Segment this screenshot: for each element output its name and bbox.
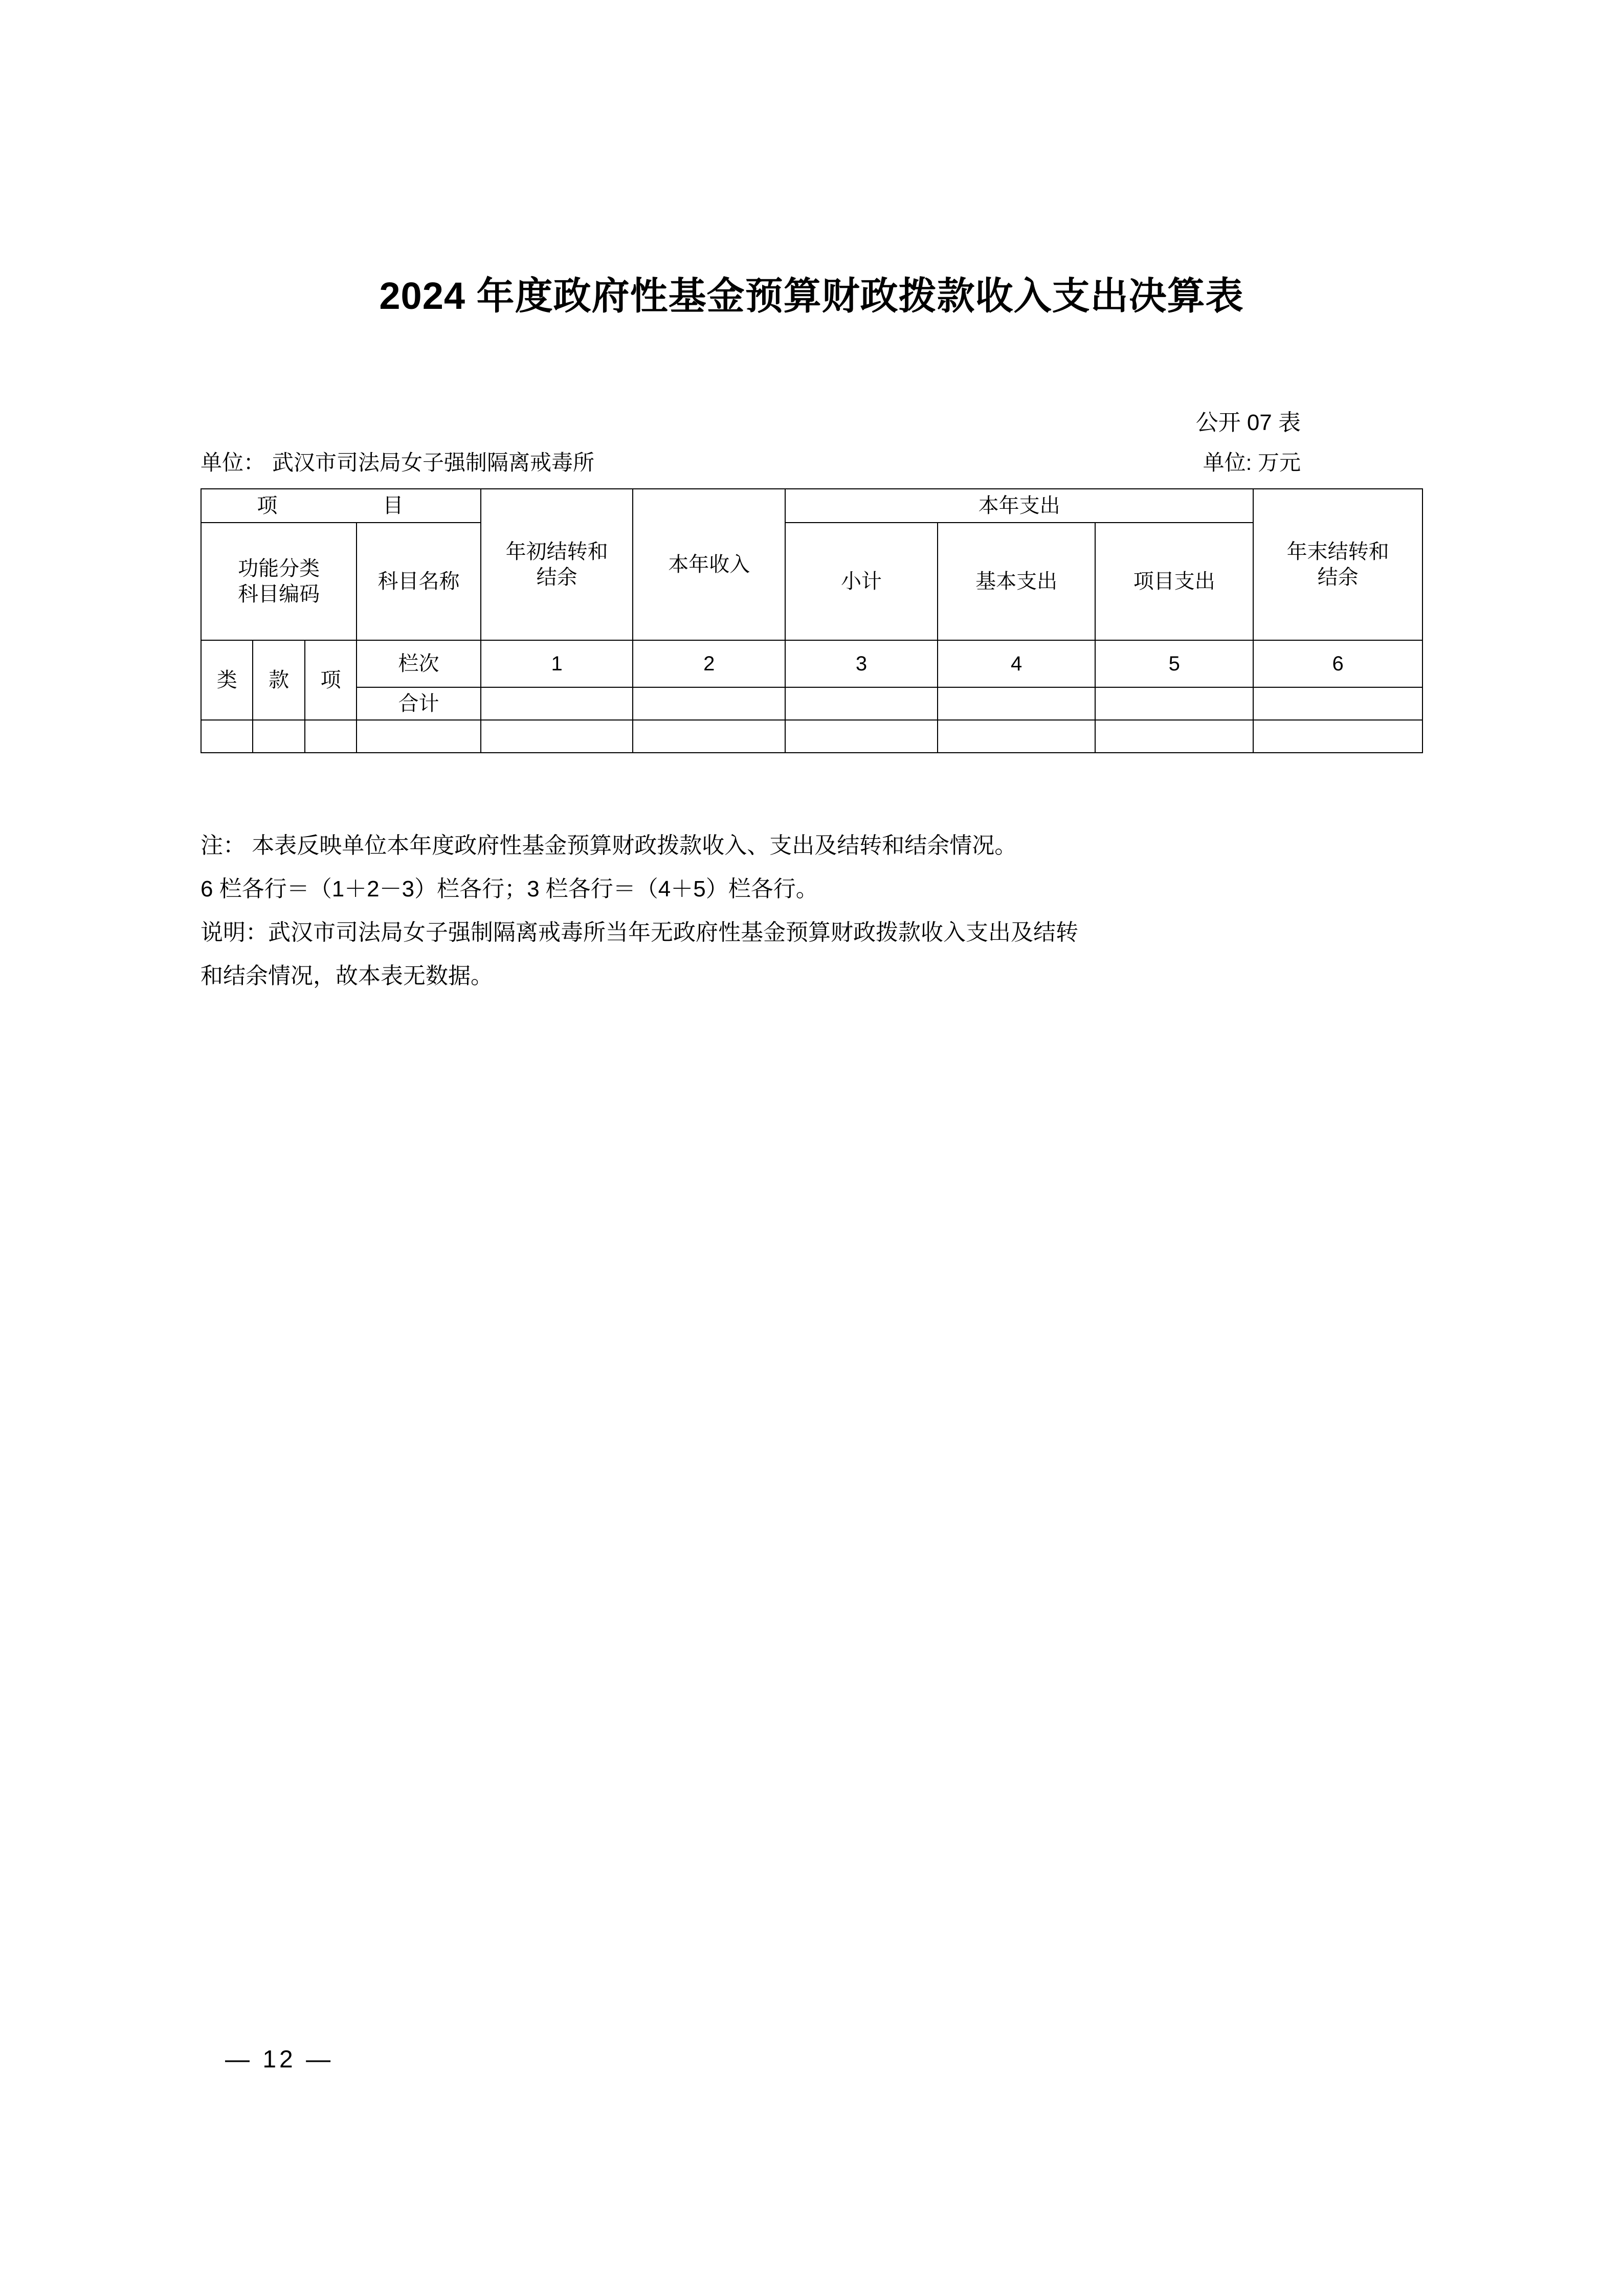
note-line-4: 和结余情况，故本表无数据。 bbox=[201, 963, 493, 988]
column-index-6: 6 bbox=[1253, 640, 1422, 687]
column-index-4: 4 bbox=[938, 640, 1096, 687]
total-project-expenditure bbox=[1095, 687, 1253, 720]
header-project-expenditure: 项目支出 bbox=[1095, 523, 1253, 640]
unit-label: 单位： bbox=[201, 451, 265, 475]
row-begin-balance bbox=[481, 720, 633, 753]
total-end-balance bbox=[1253, 687, 1422, 720]
header-class-col: 类 bbox=[201, 640, 253, 720]
header-basic-expenditure: 基本支出 bbox=[938, 523, 1096, 640]
header-begin-balance: 年初结转和 结余 bbox=[481, 489, 633, 640]
page-title: 2024 年度政府性基金预算财政拨款收入支出决算表 bbox=[379, 275, 1244, 317]
total-basic-expenditure bbox=[938, 687, 1096, 720]
total-subtotal bbox=[785, 687, 938, 720]
header-item-col: 项 bbox=[305, 640, 357, 720]
amount-unit: 单位: 万元 bbox=[1203, 451, 1301, 475]
table-row bbox=[201, 720, 1422, 753]
column-index-1: 1 bbox=[481, 640, 633, 687]
notes-block bbox=[201, 826, 1428, 1000]
row-subject-name bbox=[357, 720, 481, 753]
header-item-group: 项 目 bbox=[201, 489, 481, 523]
note-line-3: 说明：武汉市司法局女子强制隔离戒毒所当年无政府性基金预算财政拨款收入支出及结转 bbox=[201, 920, 1078, 945]
total-label: 合计 bbox=[357, 687, 481, 720]
sheet-number: 公开 07 表 bbox=[1195, 410, 1301, 435]
row-class bbox=[201, 720, 253, 753]
total-year-income bbox=[633, 687, 785, 720]
unit-line bbox=[201, 446, 594, 477]
total-begin-balance bbox=[481, 687, 633, 720]
header-functional-code: 功能分类 科目编码 bbox=[201, 523, 357, 640]
row-year-income bbox=[633, 720, 785, 753]
row-subtotal bbox=[785, 720, 938, 753]
header-expenditure-group: 本年支出 bbox=[785, 489, 1253, 523]
column-index-2: 2 bbox=[633, 640, 785, 687]
header-year-income: 本年收入 bbox=[633, 489, 785, 640]
header-section-col: 款 bbox=[253, 640, 304, 720]
header-subtotal: 小计 bbox=[785, 523, 938, 640]
row-item bbox=[305, 720, 357, 753]
row-section bbox=[253, 720, 304, 753]
note-line-1: 注： 本表反映单位本年度政府性基金预算财政拨款收入、支出及结转和结余情况。 bbox=[201, 833, 1017, 858]
row-project-expenditure bbox=[1095, 720, 1253, 753]
note-line-2: 6 栏各行＝（1＋2－3）栏各行；3 栏各行＝（4＋5）栏各行。 bbox=[201, 876, 818, 902]
header-end-balance: 年末结转和 结余 bbox=[1253, 489, 1422, 640]
page-number: — 12 — bbox=[225, 2046, 334, 2073]
unit-name: 武汉市司法局女子强制隔离戒毒所 bbox=[272, 451, 595, 475]
row-basic-expenditure bbox=[938, 720, 1096, 753]
column-index-3: 3 bbox=[785, 640, 938, 687]
column-index-5: 5 bbox=[1095, 640, 1253, 687]
budget-table bbox=[201, 488, 1423, 753]
row-end-balance bbox=[1253, 720, 1422, 753]
header-column-index-label: 栏次 bbox=[357, 640, 481, 687]
header-subject-name: 科目名称 bbox=[357, 523, 481, 640]
